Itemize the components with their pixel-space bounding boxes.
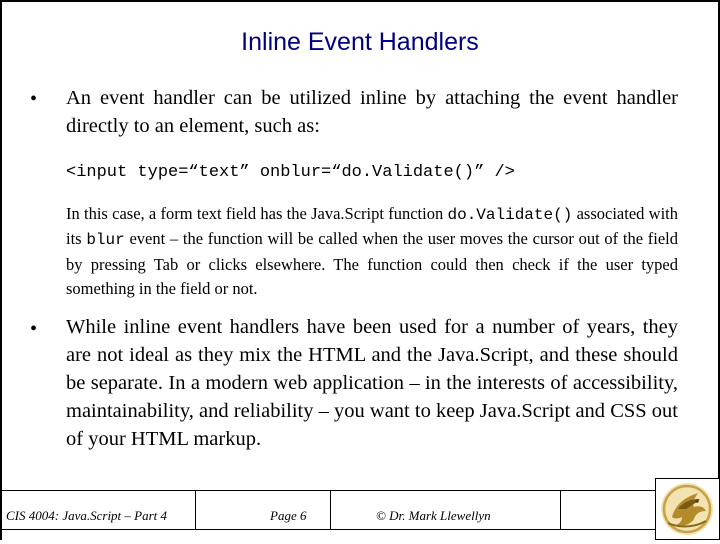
sub-paragraph-text-2: associated with its bbox=[66, 204, 678, 249]
code-example: <input type=“text” onblur=“do.Validate()” /> bbox=[66, 163, 515, 182]
bullet-marker-1: • bbox=[30, 88, 38, 110]
footer-top-rule bbox=[0, 490, 655, 491]
sub-paragraph-text-1: In this case, a form text field has the Java.Script function bbox=[66, 204, 448, 223]
footer-page-number: Page 6 bbox=[270, 508, 307, 523]
slide-title: Inline Event Handlers bbox=[241, 28, 479, 56]
footer-divider-3 bbox=[560, 491, 561, 529]
sub-paragraph-text-3: event – the function will be called when the user moves the cursor out of the field by pressing Tab or clicks elsewhere. The function could then check if the user typed something in the field or not. bbox=[66, 229, 678, 298]
code-event-name: blur bbox=[86, 231, 125, 250]
ucf-pegasus-logo-icon bbox=[655, 478, 720, 540]
frame-left-border bbox=[0, 0, 2, 540]
footer-course: CIS 4004: Java.Script – Part 4 bbox=[6, 508, 168, 523]
bullet-text-2: While inline event handlers have been used for a number of years, they are not ideal as they mix the HTML and the Java.Script, and these should be separate. In a modern web application – in the interests of accessibility, maintainability, and reliability – you want to keep Java.Script and CSS out of your HTML markup. bbox=[66, 316, 678, 450]
sub-paragraph bbox=[66, 202, 678, 301]
code-function-name: do.Validate() bbox=[447, 206, 573, 224]
bullet-text-1: An event handler can be utilized inline by attaching the event handler directly to an element, such as: bbox=[66, 87, 678, 137]
footer-author: © Dr. Mark Llewellyn bbox=[376, 508, 491, 523]
footer-divider-2 bbox=[330, 491, 331, 529]
bullet-marker-2: • bbox=[30, 318, 38, 340]
footer-divider-1 bbox=[195, 491, 196, 529]
frame-top-border bbox=[0, 0, 720, 2]
footer-bottom-rule bbox=[0, 529, 655, 530]
